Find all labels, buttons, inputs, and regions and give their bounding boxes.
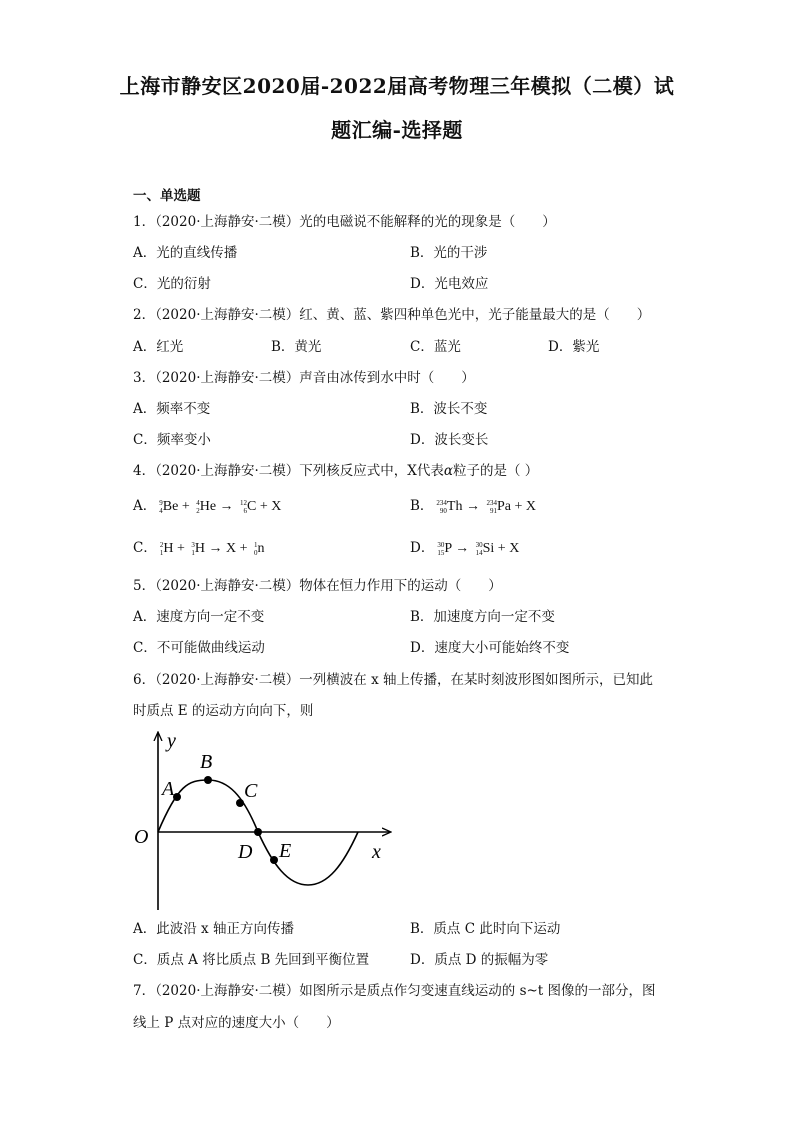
title-line-1: 上海市静安区2020届-2022届高考物理三年模拟（二模）试	[119, 74, 675, 98]
q1-option-c: C．光的衍射	[133, 276, 211, 292]
element-symbol: C	[247, 499, 257, 514]
atomic-number: 1	[159, 548, 164, 557]
element-symbol: Be	[162, 499, 179, 514]
question-1-stem: 1．（2020·上海静安·二模）光的电磁说不能解释的光的现象是（ ）	[133, 214, 556, 230]
section-heading: 一、单选题	[133, 188, 201, 204]
q3-option-c: C．频率变小	[133, 432, 211, 448]
atomic-number: 91	[489, 506, 497, 515]
mass-number: 4	[196, 498, 200, 507]
equation-operator: +	[173, 541, 189, 556]
mass-number: 9	[159, 498, 163, 507]
element-symbol: He	[199, 499, 217, 514]
q5-option-a: A．速度方向一定不变	[133, 609, 265, 625]
q4-stem-pre: 4．（2020·上海静安·二模）下列核反应式中，X代表	[133, 463, 444, 479]
atomic-number: 6	[243, 506, 248, 515]
mass-number: 2	[159, 540, 164, 549]
question-2-stem: 2．（2020·上海静安·二模）红、黄、蓝、紫四种单色光中，光子能量最大的是（ ）	[133, 307, 651, 323]
q2-option-c: C．蓝光	[410, 339, 461, 355]
q6-option-d: D．质点 D 的振幅为零	[410, 952, 549, 968]
q6-option-b: B．质点 C 此时向下运动	[410, 921, 561, 937]
nuclide-numbers	[486, 499, 497, 515]
label-b: B	[200, 751, 213, 773]
question-4-stem	[133, 462, 538, 480]
mass-number: 3	[191, 540, 195, 549]
equation-operator: + X	[510, 499, 536, 514]
question-5-stem: 5．（2020·上海静安·二模）物体在恒力作用下的运动（ ）	[133, 578, 502, 594]
nuclide-numbers	[436, 499, 447, 515]
question-7-stem-line1: 7．（2020·上海静安·二模）如图所示是质点作匀变速直线运动的 s~t 图像的一部分，图	[133, 983, 656, 999]
element-symbol: Si	[482, 541, 495, 556]
q5-option-b: B．加速度方向一定不变	[410, 609, 555, 625]
atomic-number: 2	[196, 506, 200, 515]
question-3-stem: 3．（2020·上海静安·二模）声音由冰传到水中时（ ）	[133, 370, 475, 386]
atomic-number: 4	[159, 506, 163, 515]
q1-option-b: B．光的干涉	[410, 245, 488, 261]
q3-option-a: A．频率不变	[133, 401, 211, 417]
q2-option-a: A．红光	[133, 339, 184, 355]
q1-option-a: A．光的直线传播	[133, 245, 238, 261]
option-label: A．	[133, 498, 157, 514]
point-b	[204, 776, 212, 784]
q6-option-a: A．此波沿 x 轴正方向传播	[133, 921, 294, 937]
point-c	[236, 799, 244, 807]
q3-option-b: B．波长不变	[410, 401, 488, 417]
equation-operator: + X	[494, 541, 520, 556]
equation-operator: +	[178, 499, 194, 514]
option-label: D．	[410, 540, 435, 556]
q4-option-b	[410, 497, 536, 516]
atomic-number: 14	[475, 548, 483, 557]
atomic-number: 0	[254, 548, 258, 557]
y-axis-label: y	[167, 730, 176, 752]
q4-option-d	[410, 539, 519, 558]
point-d	[254, 828, 262, 836]
option-label: C．	[133, 540, 157, 556]
label-c: C	[244, 780, 258, 802]
q1-option-d: D．光电效应	[410, 276, 489, 292]
q4-option-a	[133, 497, 281, 516]
mass-number: 234	[486, 498, 497, 507]
q2-option-d: D．紫光	[548, 339, 600, 355]
equation-operator: → X +	[205, 541, 252, 556]
q4-stem-post: 粒子的是（ ）	[453, 463, 539, 479]
wave-figure	[128, 725, 398, 915]
q2-option-b: B．黄光	[271, 339, 322, 355]
equation-operator: →	[216, 499, 238, 514]
atomic-number: 15	[437, 548, 445, 557]
x-axis-label: x	[372, 841, 381, 863]
question-7-stem-line2: 线上 P 点对应的速度大小（ ）	[133, 1015, 340, 1031]
mass-number: 234	[436, 498, 447, 507]
question-6-stem-line2: 时质点 E 的运动方向向下，则	[133, 703, 314, 719]
label-d: D	[238, 841, 253, 863]
q4-option-c	[133, 539, 265, 558]
q3-option-d: D．波长变长	[410, 432, 489, 448]
mass-number: 12	[240, 498, 248, 507]
label-a: A	[162, 778, 175, 800]
mass-number: 1	[254, 540, 258, 549]
mass-number: 30	[475, 540, 483, 549]
element-symbol: P	[444, 541, 452, 556]
element-symbol: Th	[446, 499, 463, 514]
element-symbol: H	[194, 541, 205, 556]
atomic-number: 90	[439, 506, 447, 515]
label-e: E	[279, 840, 292, 862]
title-line-2: 题汇编-选择题	[331, 118, 463, 142]
element-symbol: Pa	[496, 499, 511, 514]
element-symbol: H	[163, 541, 174, 556]
q5-option-d: D．速度大小可能始终不变	[410, 640, 570, 656]
question-6-stem-line1: 6．（2020·上海静安·二模）一列横波在 x 轴上传播，在某时刻波形图如图所示，已知此	[133, 672, 653, 688]
q5-option-c: C．不可能做曲线运动	[133, 640, 265, 656]
nuclide-numbers	[476, 541, 483, 557]
mass-number: 30	[437, 540, 445, 549]
alpha-symbol: α	[443, 463, 454, 479]
nuclide-numbers	[240, 499, 247, 515]
point-e	[270, 856, 278, 864]
equation-operator: →	[451, 541, 473, 556]
equation-operator: →	[462, 499, 484, 514]
option-label: B．	[410, 498, 434, 514]
element-symbol: n	[257, 541, 265, 556]
origin-label: O	[134, 826, 149, 848]
atomic-number: 1	[191, 548, 195, 557]
q6-option-c: C．质点 A 将比质点 B 先回到平衡位置	[133, 952, 370, 968]
equation-operator: + X	[256, 499, 282, 514]
